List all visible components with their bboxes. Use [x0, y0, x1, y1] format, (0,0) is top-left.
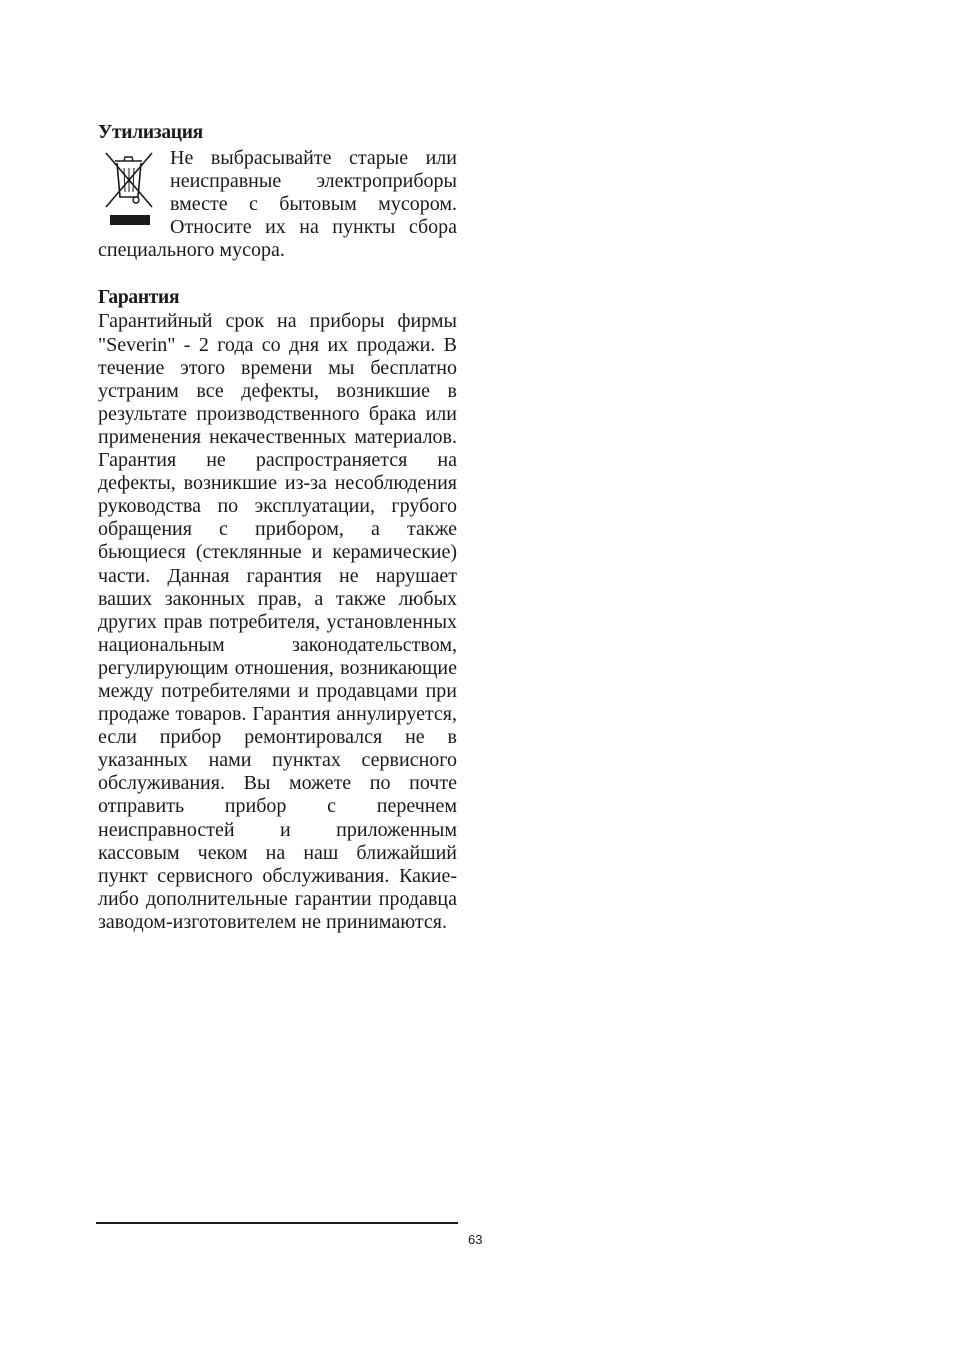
disposal-heading: Утилизация [98, 122, 203, 143]
disposal-section [98, 147, 457, 262]
warranty-heading: Гарантия [98, 287, 180, 309]
crossed-out-wheelie-bin-icon [98, 149, 160, 231]
warranty-text: Гарантийный срок на приборы фирмы "Severin" - 2 года со дня их продажи. В течение этого времени мы бесплатно устраним все дефекты, возникшие в результате производственного брака или применения некачественных материалов. Гарантия не распространяется на дефекты, возникшие из-за несоблюдения руководства по эксплуатации, грубого обращения с прибором, а также бьющиеся (стеклянные и керамические) части. Данная гарантия не нарушает ваших законных прав, а также любых других прав потребителя, установленных национальным законодательством, регулирующим отношения, возникающие между потребителями и продавцами при продаже товаров. Гарантия аннулируется, если прибор ремонтировался не в указанных нами пунктах сервисного обслуживания. Вы можете по почте отправить прибор с перечнем неисправностей и приложенным кассовым чеком на наш ближайший пункт сервисного обслуживания. Какие-либо дополнительные гарантии продавца заводом-изготовителем не принимаются. [98, 310, 457, 933]
section-spacer [98, 262, 457, 286]
disposal-text: Не выбрасывайте старые или неисправные электроприборы вместе с бытовым мусором. Относите их на пункты сбора специального мусора. [98, 147, 457, 262]
page-number: 63 [468, 1232, 483, 1247]
text-column [98, 121, 457, 934]
footer-rule [96, 1222, 458, 1224]
